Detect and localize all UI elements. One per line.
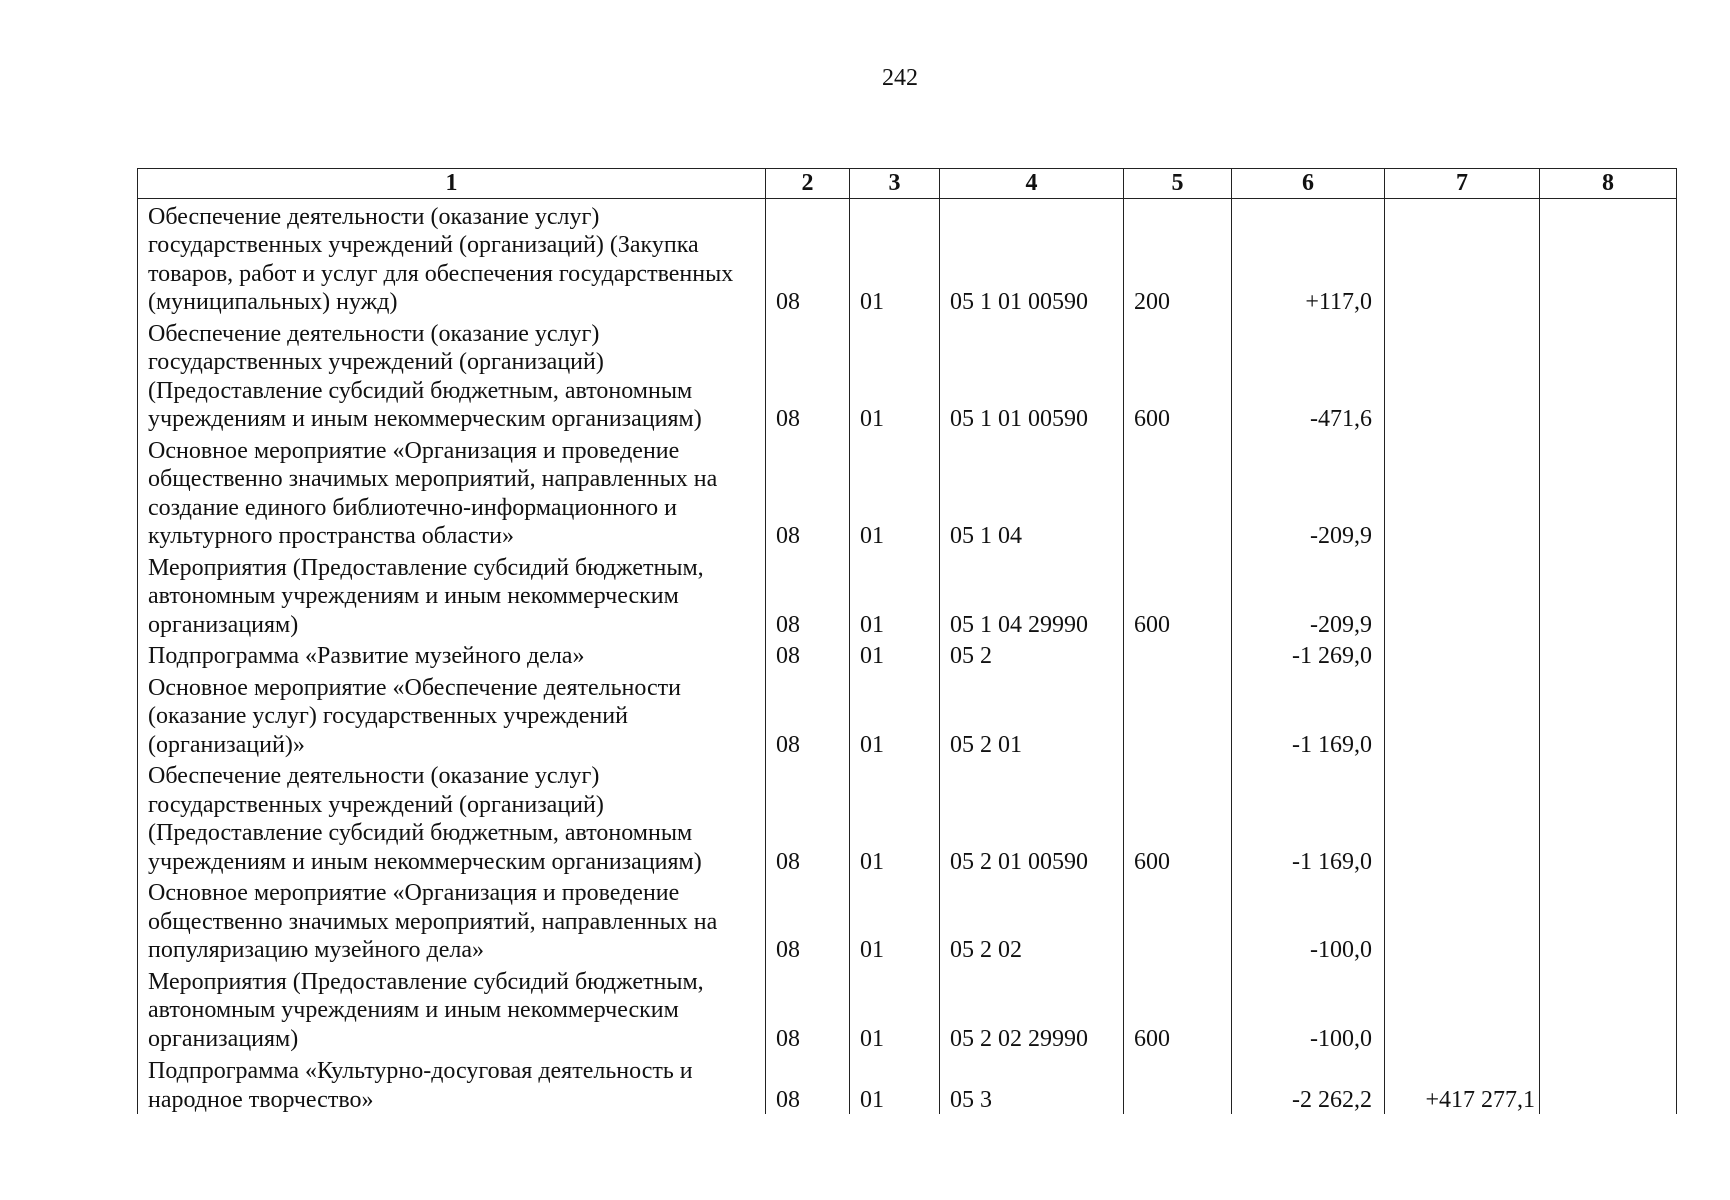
cell-amount: -1 169,0 <box>1232 673 1385 762</box>
cell-amount-2 <box>1385 198 1540 319</box>
cell-expense-type: 200 <box>1124 198 1232 319</box>
cell-amount-3 <box>1540 761 1677 878</box>
cell-amount-3 <box>1540 1055 1677 1114</box>
cell-amount-2 <box>1385 967 1540 1056</box>
cell-amount-2 <box>1385 436 1540 553</box>
cell-amount-3 <box>1540 673 1677 762</box>
cell-expense-type <box>1124 673 1232 762</box>
header-cell: 1 <box>138 169 766 199</box>
cell-amount: -471,6 <box>1232 319 1385 436</box>
row-name: Основное мероприятие «Организация и проведение общественно значимых мероприятий, направленных на создание единого библиотечно-информационного и культурного пространства области» <box>138 436 766 553</box>
cell-amount: -100,0 <box>1232 967 1385 1056</box>
cell-target-article: 05 1 04 29990 <box>940 553 1124 642</box>
cell-subsection: 01 <box>850 641 940 673</box>
cell-expense-type <box>1124 641 1232 673</box>
cell-amount: -2 262,2 <box>1232 1055 1385 1114</box>
table-row <box>138 553 1677 642</box>
cell-section: 08 <box>766 878 850 967</box>
row-name: Подпрограмма «Развитие музейного дела» <box>138 641 766 673</box>
page-number: 242 <box>882 65 918 91</box>
cell-expense-type: 600 <box>1124 761 1232 878</box>
row-name: Основное мероприятие «Обеспечение деятельности (оказание услуг) государственных учреждений (организаций)» <box>138 673 766 762</box>
cell-amount: -1 269,0 <box>1232 641 1385 673</box>
cell-target-article: 05 2 02 29990 <box>940 967 1124 1056</box>
row-name: Мероприятия (Предоставление субсидий бюджетным, автономным учреждениям и иным некоммерческим организациям) <box>138 967 766 1056</box>
cell-subsection: 01 <box>850 436 940 553</box>
cell-subsection: 01 <box>850 553 940 642</box>
cell-target-article: 05 1 01 00590 <box>940 198 1124 319</box>
table-row <box>138 1055 1677 1114</box>
cell-amount: -100,0 <box>1232 878 1385 967</box>
cell-section: 08 <box>766 967 850 1056</box>
table-header-row <box>138 169 1677 199</box>
cell-amount: +117,0 <box>1232 198 1385 319</box>
cell-amount-3 <box>1540 641 1677 673</box>
cell-target-article: 05 3 <box>940 1055 1124 1114</box>
cell-section: 08 <box>766 553 850 642</box>
cell-subsection: 01 <box>850 1055 940 1114</box>
cell-section: 08 <box>766 641 850 673</box>
cell-expense-type <box>1124 878 1232 967</box>
table-row <box>138 319 1677 436</box>
cell-target-article: 05 2 01 <box>940 673 1124 762</box>
cell-amount-2 <box>1385 878 1540 967</box>
row-name: Обеспечение деятельности (оказание услуг) государственных учреждений (организаций) (Предоставление субсидий бюджетным, автономным учреждениям и иным некоммерческим организациям) <box>138 319 766 436</box>
cell-section: 08 <box>766 1055 850 1114</box>
table-row <box>138 761 1677 878</box>
budget-table <box>137 168 1677 1114</box>
header-cell: 7 <box>1385 169 1540 199</box>
cell-amount: -209,9 <box>1232 436 1385 553</box>
cell-amount-2 <box>1385 673 1540 762</box>
cell-amount-3 <box>1540 553 1677 642</box>
cell-section: 08 <box>766 436 850 553</box>
cell-section: 08 <box>766 198 850 319</box>
cell-target-article: 05 2 02 <box>940 878 1124 967</box>
cell-subsection: 01 <box>850 673 940 762</box>
cell-expense-type: 600 <box>1124 319 1232 436</box>
cell-target-article: 05 1 04 <box>940 436 1124 553</box>
table-row <box>138 673 1677 762</box>
cell-subsection: 01 <box>850 319 940 436</box>
header-cell: 8 <box>1540 169 1677 199</box>
cell-target-article: 05 1 01 00590 <box>940 319 1124 436</box>
cell-amount-3 <box>1540 436 1677 553</box>
table-row <box>138 878 1677 967</box>
cell-amount-2 <box>1385 761 1540 878</box>
row-name: Мероприятия (Предоставление субсидий бюджетным, автономным учреждениям и иным некоммерческим организациям) <box>138 553 766 642</box>
table-row <box>138 641 1677 673</box>
cell-amount-3 <box>1540 319 1677 436</box>
cell-expense-type: 600 <box>1124 553 1232 642</box>
cell-amount: -209,9 <box>1232 553 1385 642</box>
header-cell: 4 <box>940 169 1124 199</box>
row-name: Обеспечение деятельности (оказание услуг) государственных учреждений (организаций) (Закупка товаров, работ и услуг для обеспечения государственных (муниципальных) нужд) <box>138 198 766 319</box>
cell-amount-3 <box>1540 878 1677 967</box>
cell-amount-2: +417 277,1 <box>1385 1055 1540 1114</box>
cell-subsection: 01 <box>850 761 940 878</box>
header-cell: 3 <box>850 169 940 199</box>
cell-amount-2 <box>1385 553 1540 642</box>
table-row <box>138 967 1677 1056</box>
cell-subsection: 01 <box>850 967 940 1056</box>
cell-target-article: 05 2 01 00590 <box>940 761 1124 878</box>
cell-section: 08 <box>766 673 850 762</box>
header-cell: 2 <box>766 169 850 199</box>
cell-target-article: 05 2 <box>940 641 1124 673</box>
cell-amount-2 <box>1385 641 1540 673</box>
cell-amount-3 <box>1540 198 1677 319</box>
header-cell: 6 <box>1232 169 1385 199</box>
cell-expense-type <box>1124 1055 1232 1114</box>
header-cell: 5 <box>1124 169 1232 199</box>
cell-subsection: 01 <box>850 198 940 319</box>
cell-amount-3 <box>1540 967 1677 1056</box>
row-name: Обеспечение деятельности (оказание услуг) государственных учреждений (организаций) (Предоставление субсидий бюджетным, автономным учреждениям и иным некоммерческим организациям) <box>138 761 766 878</box>
row-name: Основное мероприятие «Организация и проведение общественно значимых мероприятий, направленных на популяризацию музейного дела» <box>138 878 766 967</box>
cell-section: 08 <box>766 319 850 436</box>
row-name: Подпрограмма «Культурно-досуговая деятельность и народное творчество» <box>138 1055 766 1114</box>
table-row <box>138 198 1677 319</box>
cell-expense-type: 600 <box>1124 967 1232 1056</box>
cell-amount: -1 169,0 <box>1232 761 1385 878</box>
table-row <box>138 436 1677 553</box>
cell-section: 08 <box>766 761 850 878</box>
cell-subsection: 01 <box>850 878 940 967</box>
cell-amount-2 <box>1385 319 1540 436</box>
cell-expense-type <box>1124 436 1232 553</box>
